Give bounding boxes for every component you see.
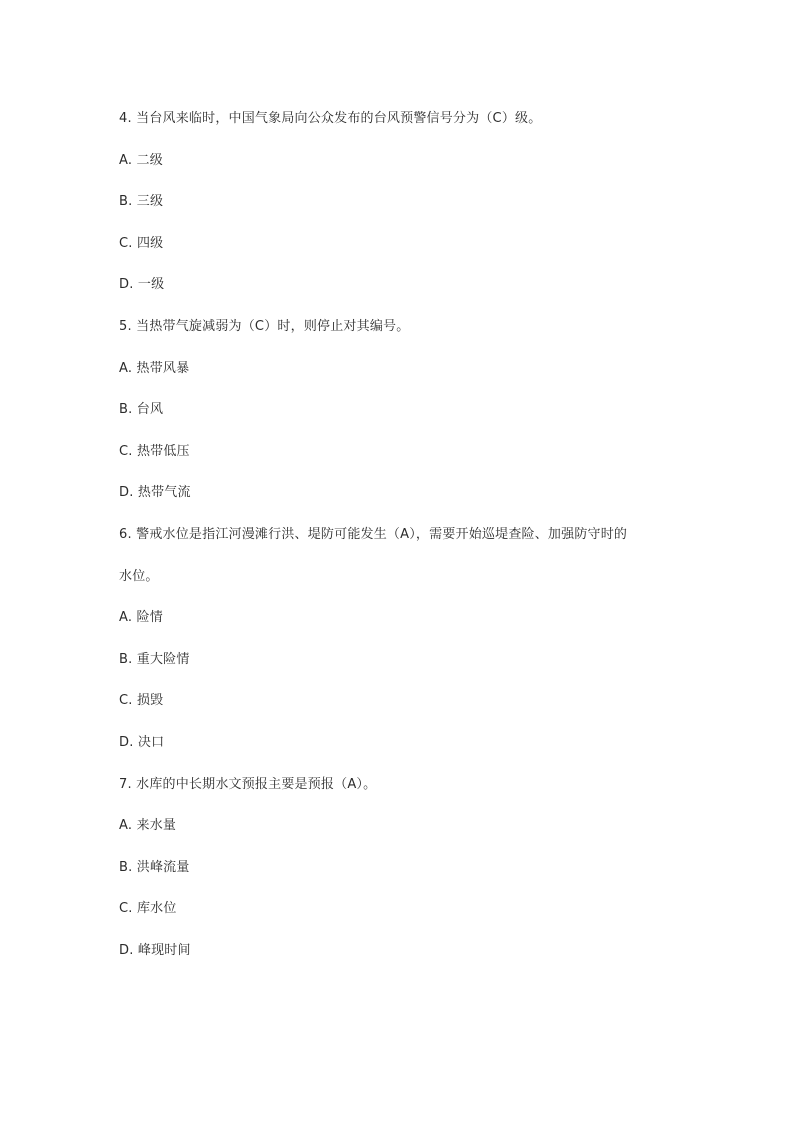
question-4-option-d: D. 一级 bbox=[119, 277, 165, 292]
question-6-stem-line1: 6. 警戒水位是指江河漫滩行洪、堤防可能发生（A），需要开始巡堤查险、加强防守时的 bbox=[119, 527, 628, 542]
question-7-option-a: A. 来水量 bbox=[119, 818, 177, 833]
question-6-option-a: A. 险情 bbox=[119, 610, 163, 625]
question-4-option-b: B. 三级 bbox=[119, 194, 164, 209]
question-7-stem: 7. 水库的中长期水文预报主要是预报（A）。 bbox=[119, 777, 377, 792]
question-7-option-d: D. 峰现时间 bbox=[119, 943, 191, 958]
question-6-option-c: C. 损毁 bbox=[119, 693, 164, 708]
question-6-option-b: B. 重大险情 bbox=[119, 652, 190, 667]
question-6-stem-line2: 水位。 bbox=[119, 569, 159, 584]
question-4-option-c: C. 四级 bbox=[119, 236, 164, 251]
question-7-option-b: B. 洪峰流量 bbox=[119, 860, 190, 875]
question-5-option-c: C. 热带低压 bbox=[119, 444, 190, 459]
question-5-stem: 5. 当热带气旋减弱为（C）时，则停止对其编号。 bbox=[119, 319, 410, 334]
question-7-option-c: C. 库水位 bbox=[119, 901, 177, 916]
question-5-option-d: D. 热带气流 bbox=[119, 485, 191, 500]
question-6-option-d: D. 决口 bbox=[119, 735, 165, 750]
question-5-option-b: B. 台风 bbox=[119, 402, 164, 417]
question-5-option-a: A. 热带风暴 bbox=[119, 361, 190, 376]
question-4-stem: 4. 当台风来临时，中国气象局向公众发布的台风预警信号分为（C）级。 bbox=[119, 111, 542, 126]
question-4-option-a: A. 二级 bbox=[119, 153, 163, 168]
